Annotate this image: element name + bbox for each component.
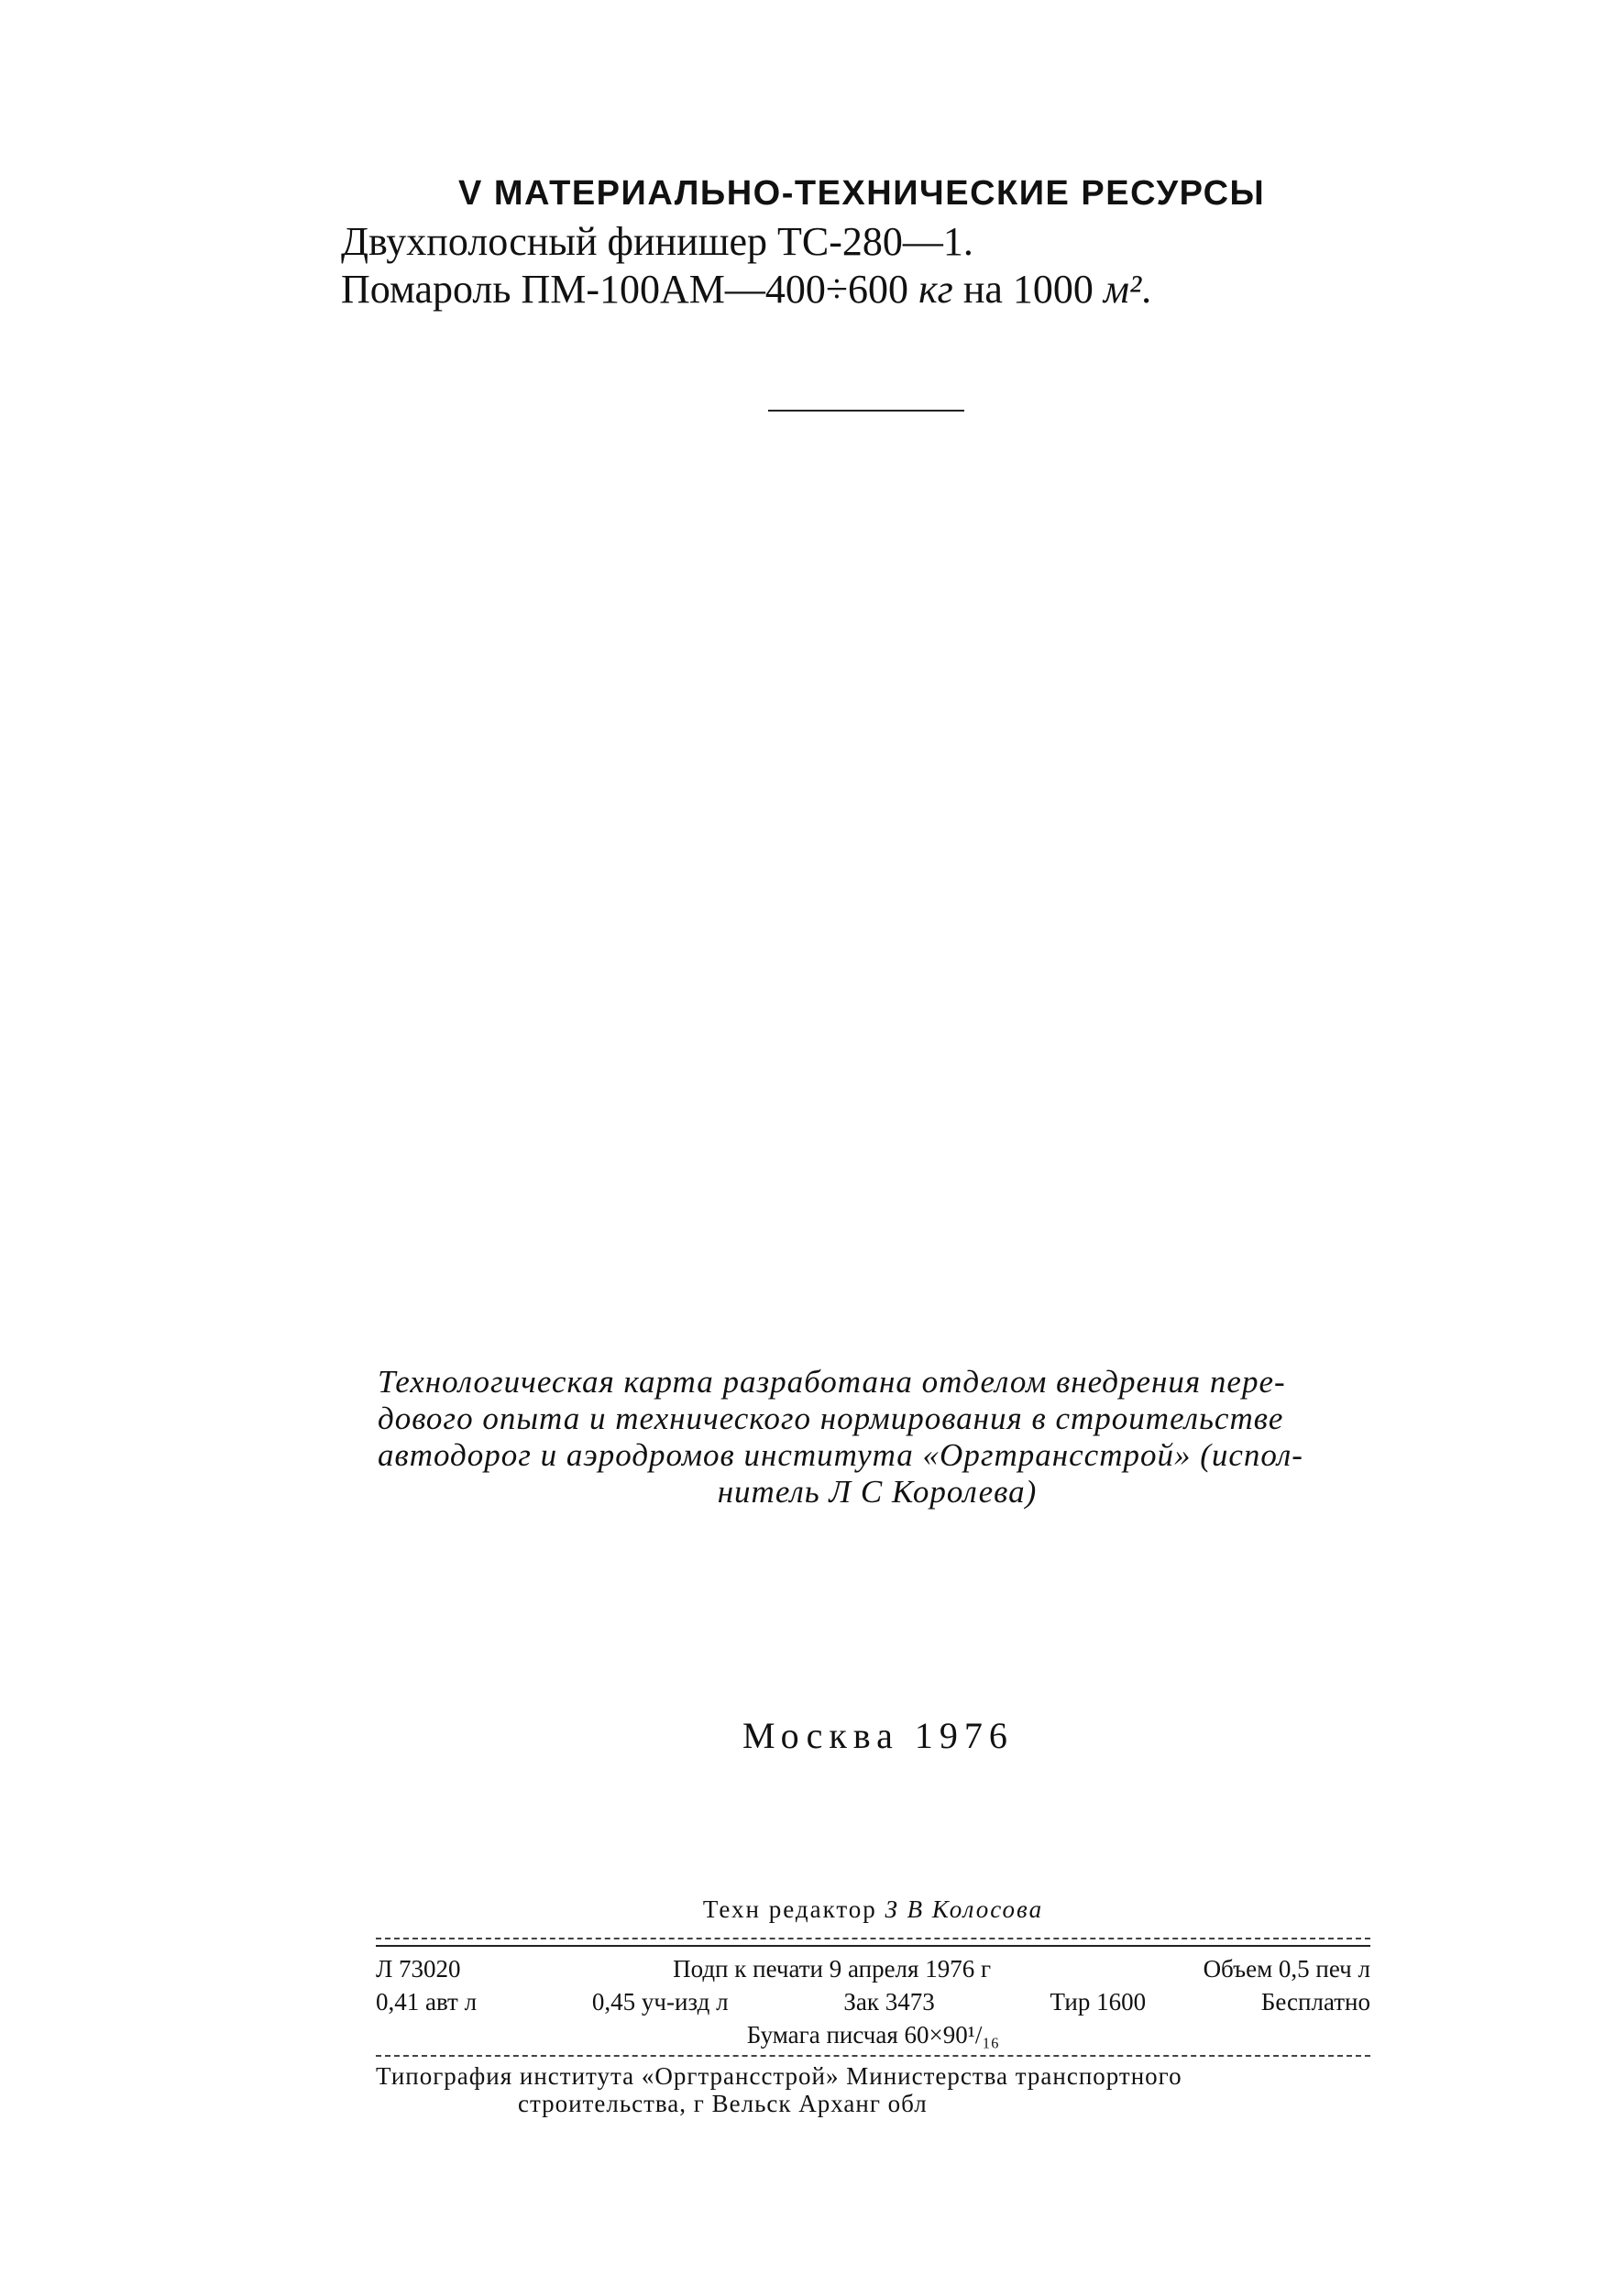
credits-paragraph [378,1364,1377,1511]
paper-format: Бумага писчая 60×90¹/₁₆ [746,2021,1000,2049]
printing-line-2: строительства, г Вельск Арханг обл [518,2090,928,2117]
imprint-block [376,1895,1370,2117]
imprint-row-2 [376,1985,1370,2018]
volume: Объем 0,5 печ л [1203,1955,1370,1983]
credits-line-3: автодорог и аэродромов института «Оргтрансстрой» (испол- [378,1437,1303,1473]
imprint-row-1 [376,1952,1370,1985]
resource-pomarol [341,266,1151,313]
license-number: Л 73020 [376,1955,461,1983]
resource-pomarol-text: Помароль ПМ-100АМ—400÷600 [341,267,919,312]
price: Бесплатно [1260,1988,1370,2016]
imprint-bottom-rule [376,2055,1370,2057]
printing-line-1: Типография института «Оргтрансстрой» Министерства транспортного [376,2062,1182,2090]
credits-line-2: дового опыта и технического нормирования в строительстве [378,1401,1284,1436]
section-title: V МАТЕРИАЛЬНО-ТЕХНИЧЕСКИЕ РЕСУРСЫ [458,174,1266,213]
tech-editor-label: Техн редактор [702,1895,885,1923]
credits-line-1: Технологическая карта разработана отделом внедрения пере- [378,1364,1286,1400]
imprint-dashed-rule [376,1938,1370,1939]
printing-house [376,2062,1370,2117]
unit-m2: м² [1103,267,1142,312]
section-end-rule [768,410,964,412]
publisher-sheets: 0,45 уч-изд л [591,1988,729,2016]
tech-editor-name: З В Колосова [885,1895,1044,1923]
print-run: Тир 1600 [1050,1988,1147,2016]
resource-pomarol-per: на 1000 [952,267,1104,312]
author-sheets: 0,41 авт л [376,1988,478,2016]
resource-finisher: Двухполосный финишер ТС-280—1. [341,219,973,264]
order-number: Зак 3473 [843,1988,935,2016]
credits-line-4: нитель Л С Королева) [717,1474,1038,1510]
imprint-top-rule [376,1945,1370,1947]
city-year: Москва 1976 [742,1715,1014,1756]
tech-editor [376,1895,1370,1932]
signed-for-print: Подп к печати 9 апреля 1976 г [673,1955,992,1983]
unit-kg: кг [918,267,953,312]
resource-pomarol-end: . [1141,267,1152,312]
